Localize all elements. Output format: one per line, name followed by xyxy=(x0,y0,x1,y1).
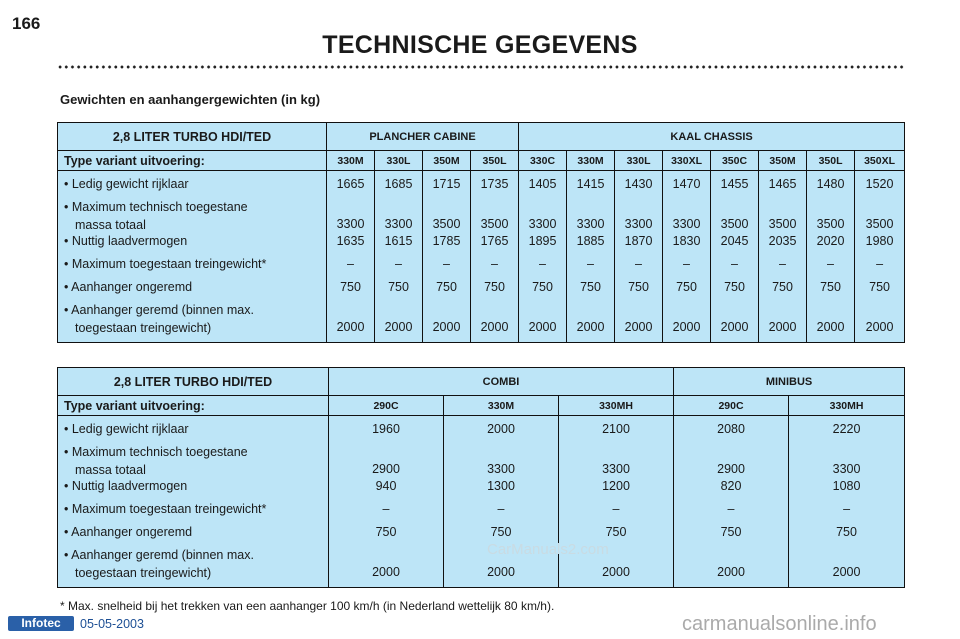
value-column xyxy=(423,171,471,343)
label-empty-weight: • Ledig gewicht rijklaar xyxy=(64,177,189,191)
value-column xyxy=(567,171,615,343)
value-cell: 2000 xyxy=(487,422,515,436)
column-header: 330MH xyxy=(789,396,905,416)
value-cell: 2000 xyxy=(865,320,894,334)
value-cell: 1685 xyxy=(384,177,413,191)
value-cell: – xyxy=(876,257,884,271)
value-cell: 1405 xyxy=(528,177,557,191)
value-column xyxy=(855,171,905,343)
value-cell: 750 xyxy=(720,525,742,539)
column-header: 330MH xyxy=(559,396,674,416)
value-cell: 2900 xyxy=(372,462,400,476)
value-cell: 1635 xyxy=(336,234,365,248)
value-cell: 750 xyxy=(605,525,627,539)
column-header: 350M xyxy=(423,151,471,171)
column-header: 330M xyxy=(444,396,559,416)
value-cell: 2000 xyxy=(528,320,557,334)
column-header: 350L xyxy=(471,151,519,171)
value-cell: 3500 xyxy=(432,217,461,231)
value-cell: 2020 xyxy=(816,234,845,248)
value-cell: 3500 xyxy=(816,217,845,231)
value-column xyxy=(674,416,789,588)
value-column xyxy=(327,171,375,343)
page-title: TECHNISCHE GEGEVENS xyxy=(322,31,638,59)
column-header: 330M xyxy=(567,151,615,171)
value-column xyxy=(759,171,807,343)
value-cell: 1870 xyxy=(624,234,653,248)
value-cell: – xyxy=(827,257,834,271)
value-cell: – xyxy=(731,257,738,271)
value-cell: – xyxy=(497,502,505,516)
value-cell: 750 xyxy=(532,280,553,294)
value-cell: 940 xyxy=(375,479,397,493)
value-cell: – xyxy=(587,257,594,271)
value-cell: 1715 xyxy=(432,177,461,191)
value-cell: 750 xyxy=(490,525,512,539)
value-cell: 1300 xyxy=(487,479,515,493)
value-cell: 3300 xyxy=(487,462,515,476)
value-cell: 1665 xyxy=(336,177,365,191)
label-payload: • Nuttig laadvermogen xyxy=(64,479,188,493)
value-cell: 750 xyxy=(820,280,841,294)
value-column xyxy=(789,416,905,588)
value-cell: 3300 xyxy=(384,217,413,231)
value-cell: 2000 xyxy=(832,565,861,579)
column-header: 330L xyxy=(375,151,423,171)
value-cell: 3300 xyxy=(672,217,701,231)
value-cell: 1455 xyxy=(720,177,749,191)
value-cell: 3500 xyxy=(865,217,894,231)
value-cell: 2000 xyxy=(720,320,749,334)
weights-table-combi-minibus xyxy=(57,367,905,588)
value-cell: – xyxy=(347,257,354,271)
infotec-logo: Infotec xyxy=(8,616,74,631)
value-cell: 2000 xyxy=(602,565,630,579)
value-column xyxy=(329,416,444,588)
value-cell: 2000 xyxy=(384,320,413,334)
value-cell: 1980 xyxy=(865,234,894,248)
value-cell: – xyxy=(612,502,620,516)
column-header: 330M xyxy=(327,151,375,171)
column-header: 290C xyxy=(674,396,789,416)
value-cell: 2000 xyxy=(372,565,400,579)
group-header-kaal-chassis: KAAL CHASSIS xyxy=(519,123,905,151)
value-cell: 750 xyxy=(436,280,457,294)
value-cell: – xyxy=(395,257,402,271)
value-cell: 1765 xyxy=(480,234,509,248)
value-cell: 2000 xyxy=(576,320,605,334)
value-column xyxy=(519,171,567,343)
value-cell: 750 xyxy=(724,280,745,294)
value-cell: 3300 xyxy=(832,462,861,476)
value-cell: 2000 xyxy=(480,320,509,334)
value-cell: 750 xyxy=(869,280,890,294)
label-braked-trailer: • Aanhanger geremd (binnen max. toegestaan treingewicht) xyxy=(64,548,254,580)
group-header-plancher-cabine: PLANCHER CABINE xyxy=(327,123,519,151)
label-max-train-weight: • Maximum toegestaan treingewicht* xyxy=(64,502,267,516)
row-labels xyxy=(58,416,329,588)
value-cell: 750 xyxy=(484,280,505,294)
value-cell: 2100 xyxy=(602,422,630,436)
column-header: 330L xyxy=(615,151,663,171)
value-cell: 3300 xyxy=(602,462,630,476)
value-cell: 1470 xyxy=(672,177,701,191)
value-cell: 2045 xyxy=(720,234,749,248)
value-cell: 2035 xyxy=(768,234,797,248)
value-cell: – xyxy=(491,257,498,271)
value-cell: 3300 xyxy=(624,217,653,231)
value-cell: 2000 xyxy=(816,320,845,334)
label-max-mass: • Maximum technisch toegestane massa totaal xyxy=(64,200,248,232)
value-cell: 2000 xyxy=(432,320,461,334)
value-column xyxy=(471,171,519,343)
value-cell: 2000 xyxy=(487,565,515,579)
value-cell: 1415 xyxy=(576,177,605,191)
value-cell: 750 xyxy=(340,280,361,294)
value-cell: 2000 xyxy=(624,320,653,334)
value-cell: – xyxy=(727,502,735,516)
value-cell: 1735 xyxy=(480,177,509,191)
value-cell: 1465 xyxy=(768,177,797,191)
value-cell: 1960 xyxy=(372,422,400,436)
column-header: 350XL xyxy=(855,151,905,171)
label-unbraked-trailer: • Aanhanger ongeremd xyxy=(64,280,193,294)
value-cell: 750 xyxy=(676,280,697,294)
value-cell: 3300 xyxy=(336,217,365,231)
site-watermark: carmanualsonline.info xyxy=(682,613,877,635)
section-subtitle: Gewichten en aanhangergewichten (in kg) xyxy=(60,92,321,107)
value-column xyxy=(615,171,663,343)
value-cell: 1785 xyxy=(432,234,461,248)
value-cell: 1480 xyxy=(816,177,845,191)
label-empty-weight: • Ledig gewicht rijklaar xyxy=(64,422,189,436)
value-cell: 3300 xyxy=(528,217,557,231)
value-cell: – xyxy=(382,502,390,516)
value-cell: 2000 xyxy=(717,565,745,579)
value-cell: 1080 xyxy=(832,479,861,493)
value-cell: 750 xyxy=(836,525,857,539)
value-cell: – xyxy=(779,257,786,271)
value-column xyxy=(711,171,759,343)
value-cell: – xyxy=(683,257,690,271)
value-cell: 2000 xyxy=(672,320,701,334)
label-max-mass: • Maximum technisch toegestane massa totaal xyxy=(64,445,248,477)
page-number: 166 xyxy=(12,14,41,33)
type-variant-label: Type variant uitvoering: xyxy=(58,396,329,416)
label-payload: • Nuttig laadvermogen xyxy=(64,234,188,248)
label-max-train-weight: • Maximum toegestaan treingewicht* xyxy=(64,257,267,271)
value-cell: 3500 xyxy=(720,217,749,231)
value-cell: – xyxy=(635,257,642,271)
value-cell: 3500 xyxy=(480,217,509,231)
value-cell: 1885 xyxy=(576,234,605,248)
value-cell: 1615 xyxy=(384,234,413,248)
value-cell: 2000 xyxy=(768,320,797,334)
weights-table-chassis xyxy=(57,122,905,343)
value-column xyxy=(375,171,423,343)
engine-header: 2,8 LITER TURBO HDI/TED xyxy=(58,368,329,396)
value-cell: 820 xyxy=(720,479,742,493)
label-braked-trailer: • Aanhanger geremd (binnen max. toegestaan treingewicht) xyxy=(64,303,254,335)
value-cell: 750 xyxy=(375,525,397,539)
value-cell: 2220 xyxy=(832,422,861,436)
value-column xyxy=(663,171,711,343)
column-header: 350M xyxy=(759,151,807,171)
value-column xyxy=(559,416,674,588)
type-variant-label: Type variant uitvoering: xyxy=(58,151,327,171)
value-cell: 750 xyxy=(388,280,409,294)
column-header: 350C xyxy=(711,151,759,171)
value-cell: 750 xyxy=(772,280,793,294)
dotted-divider xyxy=(57,65,905,69)
column-header: 330XL xyxy=(663,151,711,171)
row-labels xyxy=(58,171,327,343)
value-cell: 1200 xyxy=(602,479,630,493)
value-cell: – xyxy=(539,257,546,271)
value-cell: 1895 xyxy=(528,234,557,248)
group-header-combi: COMBI xyxy=(329,368,674,396)
value-cell: 1830 xyxy=(672,234,701,248)
value-cell: 2000 xyxy=(336,320,365,334)
value-cell: 1430 xyxy=(624,177,653,191)
engine-header: 2,8 LITER TURBO HDI/TED xyxy=(58,123,327,151)
print-date: 05-05-2003 xyxy=(80,617,144,631)
watermark: CarManuals2.com xyxy=(487,541,609,558)
group-header-minibus: MINIBUS xyxy=(674,368,905,396)
value-column xyxy=(807,171,855,343)
footnote: * Max. snelheid bij het trekken van een aanhanger 100 km/h (in Nederland wettelijk 80 km/h). xyxy=(60,599,555,613)
value-cell: 3300 xyxy=(576,217,605,231)
value-cell: 2080 xyxy=(717,422,745,436)
value-cell: 750 xyxy=(580,280,601,294)
label-unbraked-trailer: • Aanhanger ongeremd xyxy=(64,525,193,539)
value-cell: 750 xyxy=(628,280,649,294)
value-cell: 2900 xyxy=(717,462,745,476)
value-cell: – xyxy=(843,502,851,516)
value-column xyxy=(444,416,559,588)
value-cell: 1520 xyxy=(865,177,894,191)
column-header: 290C xyxy=(329,396,444,416)
value-cell: – xyxy=(443,257,450,271)
column-header: 350L xyxy=(807,151,855,171)
column-header: 330C xyxy=(519,151,567,171)
value-cell: 3500 xyxy=(768,217,797,231)
